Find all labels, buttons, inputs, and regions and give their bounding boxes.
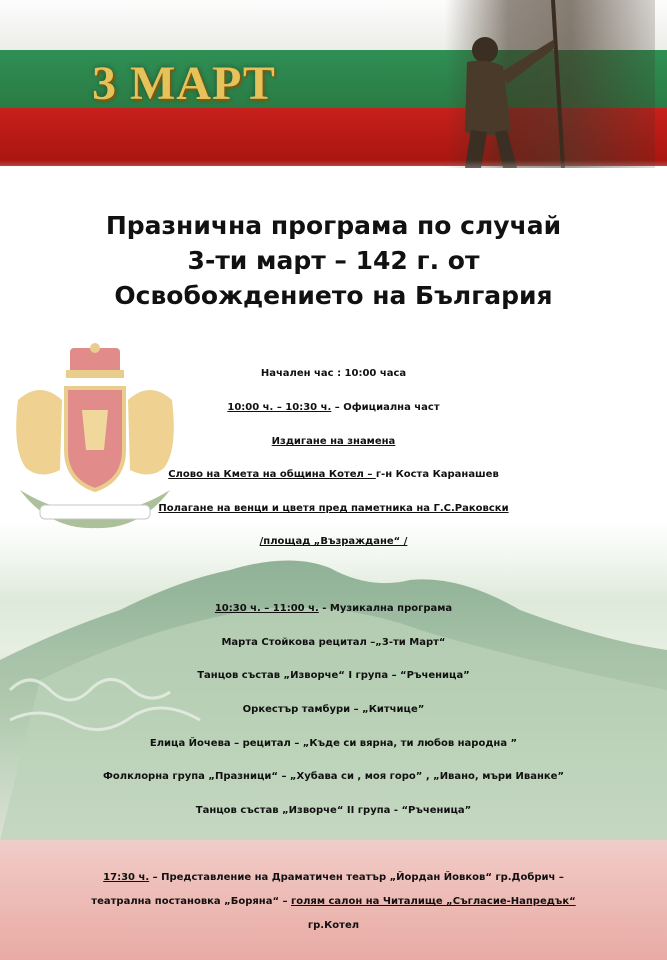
banner-title: 3 МАРТ: [92, 57, 276, 110]
evening-line-3: гр.Котел: [307, 920, 360, 931]
flag-bearer-figure: [445, 0, 655, 168]
evening-text-1: – Представление на Драматичен театър „Йордан Йовков“ гр.Добрич –: [149, 872, 564, 883]
wreaths-text: Полагане на венци и цветя пред паметника на Г.С.Раковски: [158, 503, 509, 514]
program-item: Елица Йочева – рецитал – „Къде си вярна, ти любов народна ”: [149, 738, 518, 749]
program-item: Танцов състав „Изворче“ I група – “Ръченица”: [197, 670, 470, 681]
flags-line: [0, 436, 667, 447]
start-time: Начален час : 10:00 часа: [260, 368, 407, 379]
speech-text-underlined: Слово на Кмета на община Котел –: [168, 469, 376, 480]
official-part-time: 10:00 ч. – 10:30 ч.: [227, 402, 332, 413]
evening-time: 17:30 ч.: [103, 872, 150, 883]
program-item: Оркестър тамбури – „Китчице”: [242, 704, 425, 715]
program-item: Марта Стойкова рецитал –„3-ти Март“: [221, 637, 446, 648]
program-item: Танцов състав „Изворче“ II група - “Ръченица”: [195, 805, 472, 816]
flags-text: Издигане на знамена: [271, 436, 396, 447]
official-part-line: [0, 402, 667, 413]
wreaths-line: [0, 503, 667, 514]
speech-text-name: г-н Коста Каранашев: [375, 469, 499, 480]
speech-line: [0, 469, 667, 480]
evening-text-2a: театрална постановка „Боряна“ –: [91, 896, 291, 907]
official-part-title: – Официална част: [331, 402, 440, 413]
page-title: [0, 208, 667, 313]
evening-line-1: [0, 872, 667, 883]
title-line-2: 3-ти март – 142 г. от: [187, 246, 480, 275]
music-program-title: - Музикална програма: [318, 603, 453, 614]
music-program-time: 10:30 ч. – 11:00 ч.: [214, 603, 319, 614]
square-line: [0, 536, 667, 547]
title-line-1: Празнична програма по случай: [105, 211, 562, 240]
square-text: /площад „Възраждане“ /: [259, 536, 408, 547]
evening-venue: голям салон на Читалище „Съгласие-Напредък“: [291, 896, 576, 907]
program-item: Фолклорна група „Празници“ – „Хубава си , моя горо” , „Ивано, мъри Иванке”: [102, 771, 565, 782]
title-line-3: Освобождението на България: [114, 281, 553, 310]
music-program-line: [0, 603, 667, 614]
evening-line-2: [0, 896, 667, 907]
header-banner: [0, 0, 667, 180]
banner-fade: [0, 160, 667, 180]
